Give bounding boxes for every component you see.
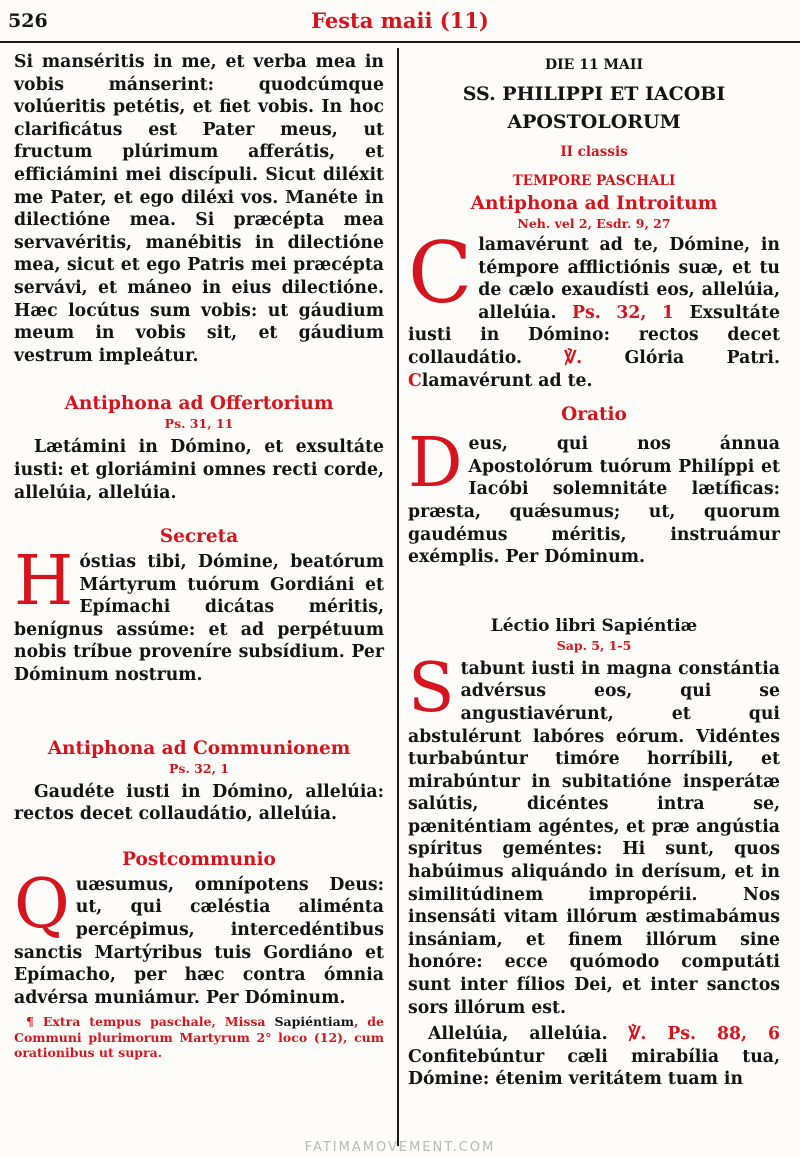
- postcommunion-initial: Q: [14, 864, 70, 944]
- oratio-initial: D: [408, 424, 463, 504]
- oratio-title: Oratio: [561, 404, 627, 426]
- feast-title-line1: SS. PHILIPPI ET IACOBI: [462, 83, 726, 105]
- watermark: FATIMAMOVEMENT.COM: [304, 1140, 496, 1155]
- column-divider: [397, 48, 399, 1146]
- lesson-text: Stabunt iusti in magna constántia advérsus eos, qui se angustiavérunt, et qui abstulérunt labóres eórum. Vidéntes turbabúntur timóre horríbili, et mirabúntur in subitatióne insperátæ salútis, dicéntes intra se, pæniténtiam agéntes, et præ angústia spíritus geméntes: Hi sunt, quos habúimus aliquándo in derísum, et in similitúdinem impropérii. Nos insensáti vitam illórum æstimabámus insániam, et finem illórum sine honóre: ecce quómodo computáti sunt inter fílios Dei, et inter sanctos sors illórum est.: [408, 648, 780, 1018]
- introit-ref: Neh. vel 2, Esdr. 9, 27: [517, 216, 671, 231]
- secreta-title: Secreta: [159, 526, 239, 548]
- offertory-ref: Ps. 31, 11: [164, 416, 234, 432]
- lesson-title: Léctio libri Sapiéntiæ: [490, 615, 698, 636]
- versicle-icon: ℣.: [564, 347, 583, 368]
- alleluia-versicle-ref: ℣. Ps. 88, 6: [628, 1024, 781, 1045]
- communion-ref: Ps. 32, 1: [169, 760, 229, 776]
- feast-class: II classis: [560, 144, 628, 160]
- page-header: [0, 0, 800, 44]
- communion-title: Antiphona ad Communionem: [47, 737, 351, 759]
- lesson-ref: Sap. 5, 1-5: [556, 637, 632, 653]
- lesson-initial: S: [408, 648, 455, 728]
- running-title: Festa maii (11): [311, 8, 489, 33]
- feast-date: DIE 11 MAII: [544, 57, 644, 73]
- right-column: [408, 50, 780, 1091]
- postcommunion-title: Postcommunio: [122, 848, 276, 870]
- introit-psalm-ref: Ps. 32, 1: [572, 302, 674, 323]
- communion-text: Gaudéte iusti in Dómino, allelúia: rectos decet collaudátio, allelúia.: [14, 781, 384, 825]
- introit-initial: C: [408, 224, 473, 322]
- header-rule: [0, 41, 800, 43]
- season-label: TEMPORE PASCHALI: [512, 173, 676, 189]
- left-column: [14, 50, 384, 1061]
- postcommunion-text: Quæsumus, omnípotens Deus: ut, qui cæléstia aliménta percépimus, intercedéntibus sanctis Martýribus tuis Gordiáno et Epímacho, per hæc contra ómnia advérsa muniámur. Per Dóminum.: [14, 864, 384, 1008]
- introit-title: Antiphona ad Introitum: [470, 193, 718, 214]
- page-number: 526: [8, 10, 48, 32]
- secreta-initial: H: [14, 542, 74, 622]
- alleluia-verse: Allelúia, allelúia. ℣. Ps. 88, 6 Confitebúntur cæli mirabília tua, Dómine: étenim veritátem tuam in: [408, 1024, 781, 1090]
- oratio-text: Deus, qui nos ánnua Apostolórum tuórum Philíppi et Iacóbi solemnitáte lætíficas: præsta, quǽsumus; ut, quorum gaudémus méritis, instruámur exémplis. Per Dóminum.: [408, 424, 780, 568]
- feast-title-line2: APOSTOLORUM: [507, 111, 681, 133]
- secreta-text: Hóstias tibi, Dómine, beatórum Mártyrum tuórum Gordiáni et Epímachi dicátas méritis, benígnus assúme: et ad perpétuum nobis tríbue proveníre subsídium. Per Dóminum nostrum.: [14, 542, 384, 686]
- rubric-note: ¶ Extra tempus paschale, Missa Sapiéntiam, de Communi plurimorum Martyrum 2° loco (12), cum orationibus ut supra.: [14, 1014, 384, 1061]
- gospel-text: Si manséritis in me, et verba mea in vobis mánserint: quodcúmque volúeritis petétis, et fiet vobis. In hoc clarificátus est Pater meus, ut fructum plúrimum afferátis, et efficiámini mei discípuli. Sicut diléxit me Pater, et ego diléxi vos. Manéte in dilectióne mea. Si præcépta mea servavéritis, manébitis in dilectióne mea, sicut et ego Patris mei præcépta servávi, et máneo in eius dilectióne. Hæc locútus sum vobis: ut gáudium meum in vobis sit, et gáudium vestrum impleátur.: [14, 52, 384, 366]
- offertory-title: Antiphona ad Offertorium: [64, 393, 334, 415]
- offertory-text: Lætámini in Dómino, et exsultáte iusti: et gloriámini omnes recti corde, allelúia, allelúia.: [14, 437, 384, 503]
- introit-text: Clamavérunt ad te, Dómine, in témpore afflictiónis suæ, et tu de cælo exaudísti eos, allelúia, allelúia. Ps. 32, 1 Exsultáte iusti in Dómino: rectos decet collaudátio. ℣. Glória Patri. Clamavérunt ad te.: [408, 224, 780, 391]
